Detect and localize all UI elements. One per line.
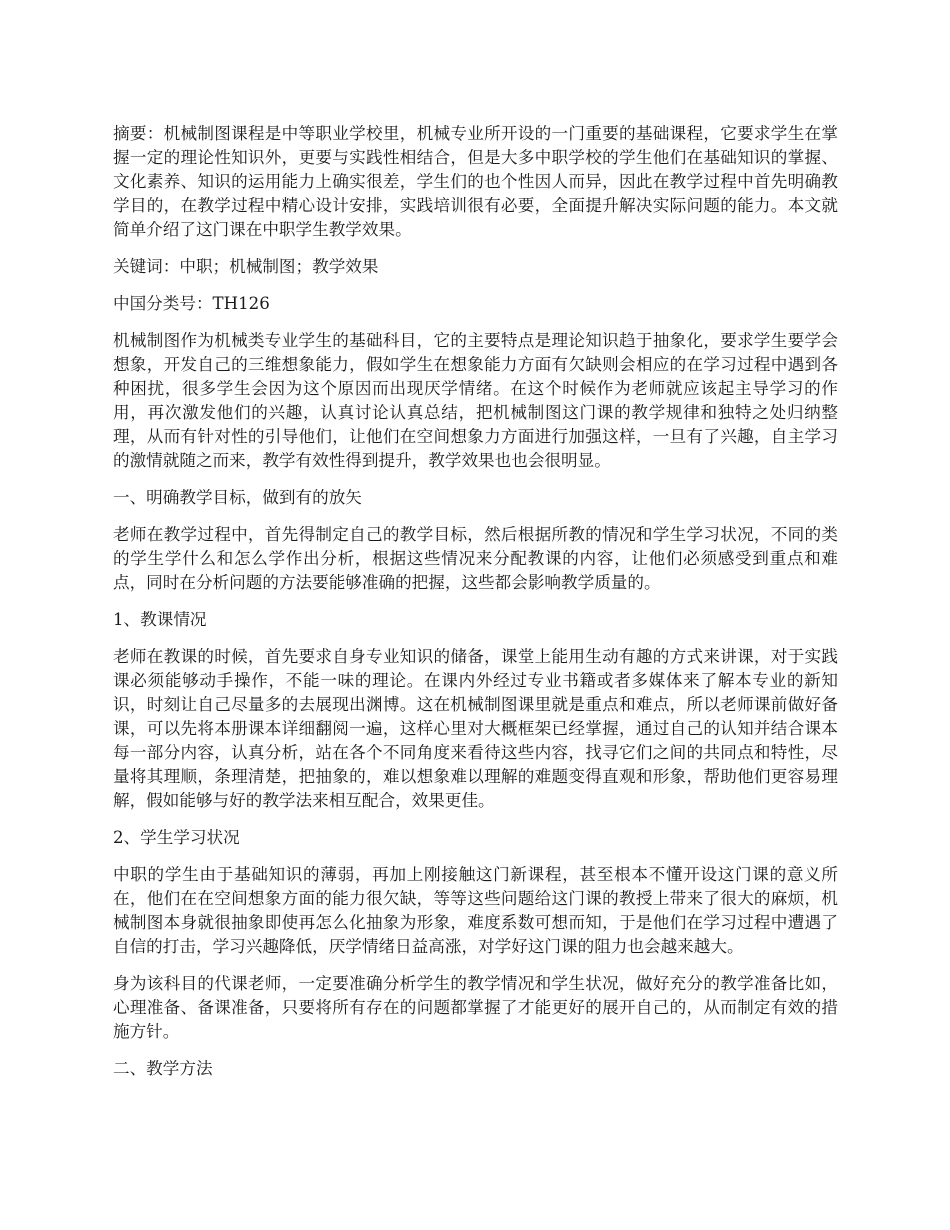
subsection-2-paragraph-2: 身为该科目的代课老师，一定要准确分析学生的教学情况和学生状况，做好充分的教学准备比如，心理准备、备课准备，只要将所有存在的问题都掌握了才能更好的展开自己的，从而制定有效的措施方针。 [113,974,838,1041]
intro-paragraph: 机械制图作为机械类专业学生的基础科目，它的主要特点是理论知识趋于抽象化，要求学生要学会想象，开发自己的三维想象能力，假如学生在想象能力方面有欠缺则会相应的在学习过程中遇到各种困扰，很多学生会因为这个原因而出现厌学情绪。在这个时候作为老师就应该起主导学习的作用，再次激发他们的兴趣，认真讨论认真总结，把机械制图这门课的教学规律和独特之处归纳整理，从而有针对性的引导他们，让他们在空间想象力方面进行加强这样，一旦有了兴趣，自主学习的激情就随之而来，教学有效性得到提升，教学效果也也会很明显。 [113,331,838,470]
document-body [113,122,838,1094]
subsection-1-paragraph: 老师在教课的时候，首先要求自身专业知识的储备，课堂上能用生动有趣的方式来讲课，对于实践课必须能够动手操作，不能一味的理论。在课内外经过专业书籍或者多媒体来了解本专业的新知识，时刻让自己尽量多的去展现出渊博。这在机械制图课里就是重点和难点，所以老师课前做好备课，可以先将本册课本详细翻阅一遍，这样心里对大概框架已经掌握，通过自己的认知并结合课本每一部分内容，认真分析，站在各个不同角度来看待这些内容，找寻它们之间的共同点和特性，尽量将其理顺，条理清楚，把抽象的，难以想象难以理解的难题变得直观和形象，帮助他们更容易理解，假如能够与好的教学法来相互配合，效果更佳。 [113,647,838,810]
subsection-2-paragraph: 中职的学生由于基础知识的薄弱，再加上刚接触这门新课程，甚至根本不懂开设这门课的意义所在，他们在在空间想象方面的能力很欠缺，等等这些问题给这门课的教授上带来了很大的麻烦，机械制图本身就很抽象即使再怎么化抽象为形象，难度系数可想而知，于是他们在学习过程中遭遇了自信的打击，学习兴趣降低，厌学情绪日益高涨，对学好这门课的阻力也会越来越大。 [113,865,838,956]
subsection-heading-1: 1、教课情况 [113,610,207,629]
keywords-line: 关键词：中职；机械制图；教学效果 [113,257,379,276]
subsection-heading-2: 2、学生学习状况 [113,828,240,847]
abstract-paragraph: 摘要：机械制图课程是中等职业学校里，机械专业所开设的一门重要的基础课程，它要求学生在掌握一定的理论性知识外，更要与实践性相结合，但是大多中职学校的学生他们在基础知识的掌握、文化素养、知识的运用能力上确实很差，学生们的也个性因人而异，因此在教学过程中首先明确教学目的，在教学过程中精心设计安排，实践培训很有必要，全面提升解决实际问题的能力。本文就简单介绍了这门课在中职学生教学效果。 [113,124,838,239]
section-heading-1: 一、明确教学目标，做到有的放矢 [113,488,362,507]
section-heading-2: 二、教学方法 [113,1059,213,1078]
classification-line: 中国分类号：TH126 [113,294,270,313]
section-1-paragraph: 老师在教学过程中，首先得制定自己的教学目标，然后根据所教的情况和学生学习状况，不同的类的学生学什么和怎么学作出分析，根据这些情况来分配教课的内容，让他们必须感受到重点和难点，同时在分析问题的方法要能够准确的把握，这些都会影响教学质量的。 [113,525,838,592]
